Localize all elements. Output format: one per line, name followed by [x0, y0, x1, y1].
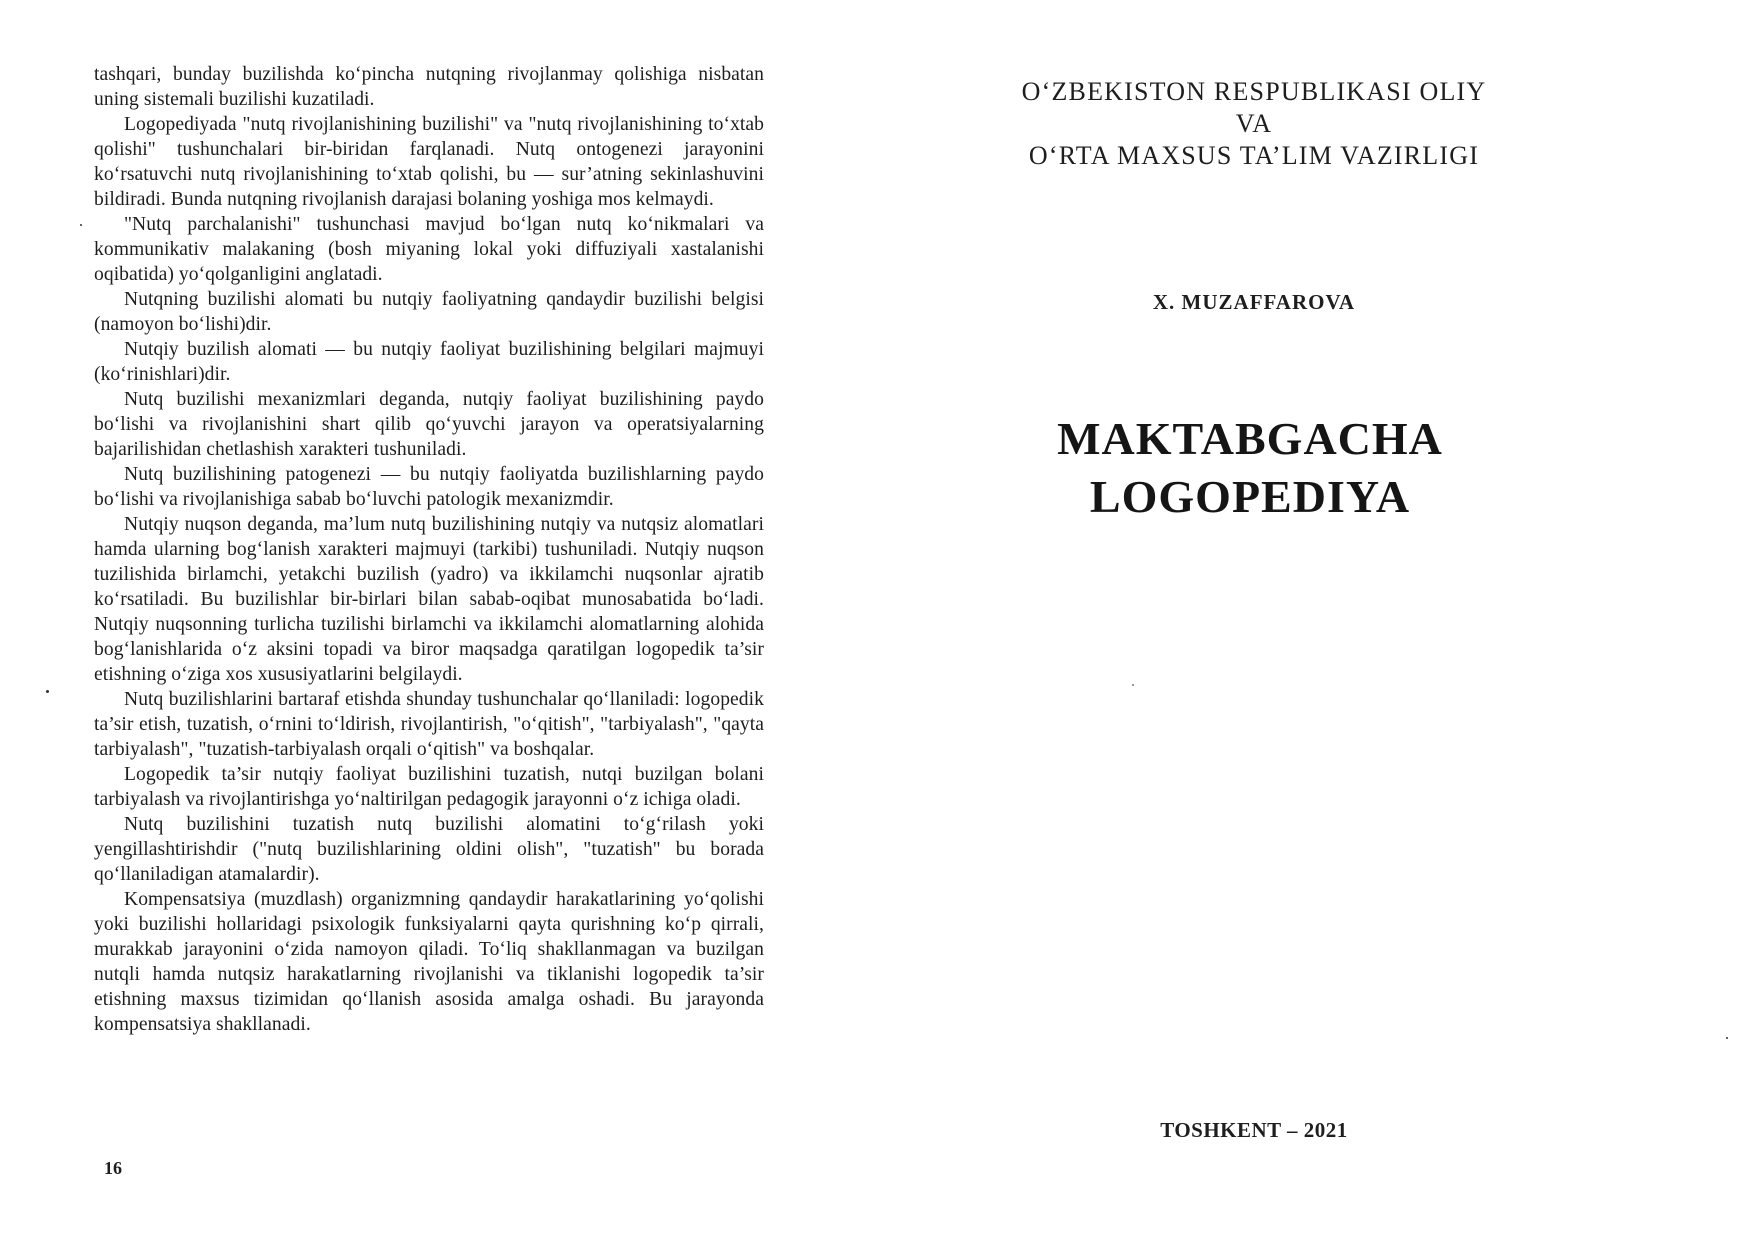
- ministry-line: O‘ZBEKISTON RESPUBLIKASI OLIY VA: [1021, 77, 1487, 138]
- paragraph: Nutqning buzilishi alomati bu nutqiy faoliyatning qandaydir buzilishi belgisi (namoyon bo‘lishi)dir.: [94, 289, 764, 335]
- book-title: [1050, 410, 1450, 526]
- right-page: [900, 0, 1754, 1240]
- page-number: 16: [104, 1158, 122, 1178]
- paragraph: Nutq buzilishini tuzatish nutq buzilishi alomatini to‘g‘rilash yoki yengillashtirishdir ("nutq buzilishlarining oldini olish", "tuzatish" bu borada qo‘llaniladigan atamalardir).: [94, 814, 764, 885]
- title-line: LOGOPEDIYA: [1089, 471, 1411, 522]
- author-name: X. MUZAFFAROVA: [1152, 290, 1356, 314]
- paragraph: tashqari, bunday buzilishda ko‘pincha nutqning rivojlanmay qolishiga nisbatan uning sistemali buzilishi kuzatiladi.: [94, 64, 764, 110]
- paragraph: Logopedik ta’sir nutqiy faoliyat buzilishini tuzatish, nutqi buzilgan bolani tarbiyalash va rivojlantirishga yo‘naltirilgan pedagogik jarayonni o‘z ichiga oladi.: [94, 764, 764, 810]
- left-page: [94, 62, 764, 1037]
- publication-place-year: TOSHKENT – 2021: [1160, 1118, 1348, 1142]
- paragraph: Nutq buzilishlarini bartaraf etishda shunday tushunchalar qo‘llaniladi: logopedik ta’sir etish, tuzatish, o‘rnini to‘ldirish, rivojlantirish, "o‘qitish", "tarbiyalash", "qayta tarbiyalash", "tuzatish-tarbiyalash orqali o‘qitish" va boshqalar.: [94, 689, 764, 760]
- paragraph: Nutqiy nuqson deganda, ma’lum nutq buzilishining nutqiy va nutqsiz alomatlari hamda ularning bog‘lanish xarakteri majmuyi (tarkibi) tushuniladi. Nutqiy nuqson tuzilishida birlamchi, yetakchi buzilish (yadro) va ikkilamchi nuqsonlar ajratib ko‘rsatiladi. Bu buzilishlar bir-birlari bilan sabab-oqibat munosabatida bo‘ladi. Nutqiy nuqsonning turlicha tuzilishi birlamchi va ikkilamchi alomatlarning alohida bog‘lanishlarida o‘z aksini topadi va biror maqsadga qaratilgan logopedik ta’sir etishning o‘ziga xos xususiyatlarini belgilaydi.: [94, 514, 764, 685]
- body-text: [94, 62, 764, 1037]
- paragraph: Kompensatsiya (muzdlash) organizmning qandaydir harakatlarining yo‘qolishi yoki buzilishi hollaridagi psixologik funksiyalarni qayta qurishning ko‘p qirrali, murakkab jarayonini o‘zida namoyon qiladi. To‘liq shakllanmagan va buzilgan nutqli hamda nutqsiz harakatlarning rivojlanishi va tiklanishi logopedik ta’sir etishning maxsus tizimidan qo‘llanish asosida amalga oshadi. Bu jarayonda kompensatsiya shakllanadi.: [94, 889, 764, 1035]
- ministry-heading: [1004, 76, 1504, 172]
- paragraph: "Nutq parchalanishi" tushunchasi mavjud bo‘lgan nutq ko‘nikmalari va kommunikativ malakaning (bosh miyaning lokal yoki diffuziyali xastalanishi oqibatida) yo‘qolganligini anglatadi.: [94, 214, 764, 285]
- paragraph: Nutqiy buzilish alomati — bu nutqiy faoliyat buzilishining belgilari majmuyi (ko‘rinishlari)dir.: [94, 339, 764, 385]
- scan-speck: [80, 224, 82, 226]
- paragraph: Nutq buzilishi mexanizmlari deganda, nutqiy faoliyat buzilishining paydo bo‘lishi va rivojlanishini shart qilib qo‘yuvchi jarayon va operatsiyalarning bajarilishidan chetlashish xarakteri tushuniladi.: [94, 389, 764, 460]
- scan-speck: [46, 690, 49, 693]
- title-line: MAKTABGACHA: [1057, 413, 1443, 464]
- paragraph: Nutq buzilishining patogenezi — bu nutqiy faoliyatda buzilishlarning paydo bo‘lishi va rivojlanishiga sabab bo‘luvchi patologik mexanizmdir.: [94, 464, 764, 510]
- paragraph: Logopediyada "nutq rivojlanishining buzilishi" va "nutq rivojlanishining to‘xtab qolishi" tushunchalari bir-biridan farqlanadi. Nutq ontogenezi jarayonini ko‘rsatuvchi nutq rivojlanishining to‘xtab qolishi, bu — sur’atning sekinlashuvini bildiradi. Bunda nutqning rivojlanish darajasi bolaning yoshiga mos kelmaydi.: [94, 114, 764, 210]
- ministry-line: O‘RTA MAXSUS TA’LIM VAZIRLIGI: [1028, 141, 1480, 170]
